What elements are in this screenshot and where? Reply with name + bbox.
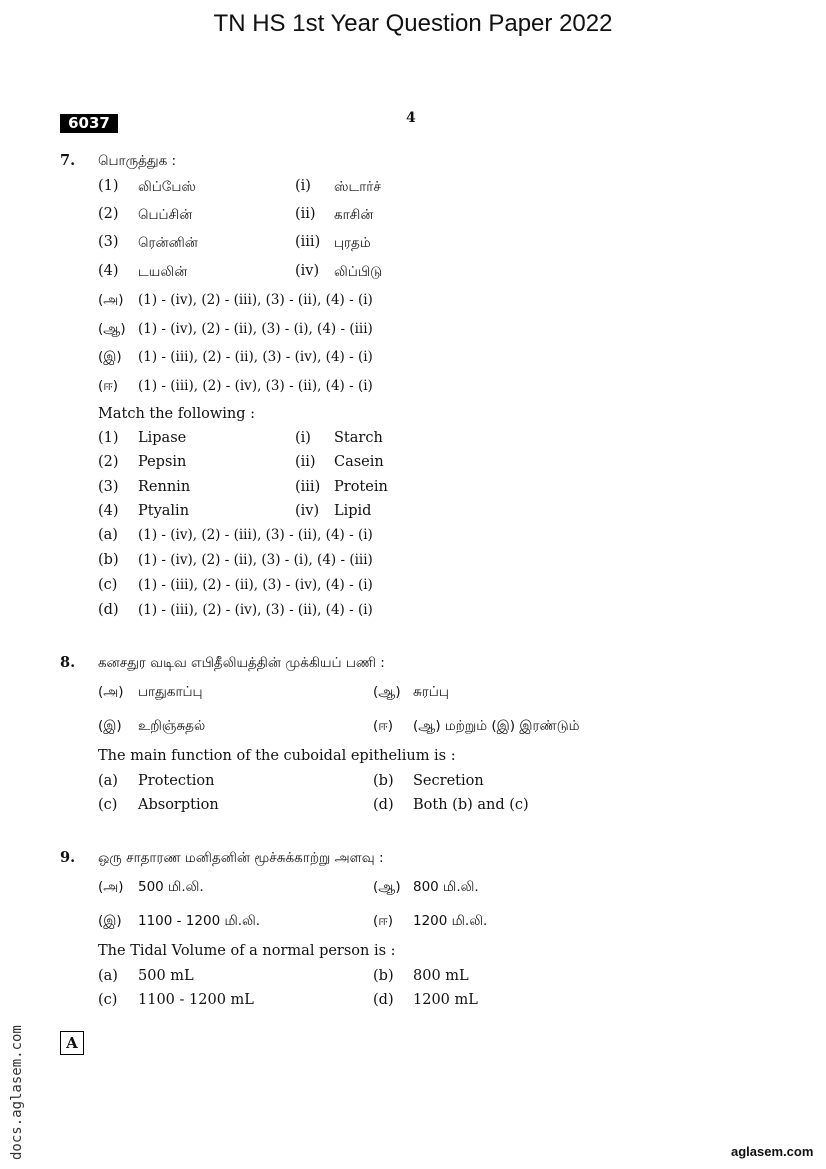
option-label: (b) [98,552,119,568]
question-prompt-tamil: பொருத்துக : [98,153,177,169]
option-text: Absorption [138,797,219,813]
option-label: (c) [98,797,118,813]
option-label: (இ) [98,718,122,734]
option-label: (b) [373,773,394,789]
option-text: 800 mL [413,968,469,984]
paper-code-badge: 6037 [60,114,118,133]
page-number: 4 [406,110,416,126]
option-label: (d) [98,602,119,618]
option-text: (1) - (iv), (2) - (ii), (3) - (i), (4) - (iii) [138,552,373,568]
option-text: உறிஞ்சுதல் [138,718,206,734]
option-text: சுரப்பு [413,684,449,700]
match-right-item: Starch [334,430,383,446]
match-left-number: (1) [98,178,119,194]
option-label: (அ) [98,292,124,308]
match-right-item: ஸ்டார்ச் [334,179,381,195]
option-text: Secretion [413,773,484,789]
match-right-item: Protein [334,479,388,495]
option-label: (d) [373,992,394,1008]
option-text: (ஆ) மற்றும் (இ) இரண்டும் [413,718,580,734]
question-prompt-tamil: ஒரு சாதாரண மனிதனின் மூச்சுக்காற்று அளவு : [98,850,384,866]
option-label: (ஈ) [373,913,394,929]
option-text: 1100 - 1200 mL [138,992,254,1008]
option-label: (a) [98,968,118,984]
option-text: (1) - (iii), (2) - (iv), (3) - (ii), (4) - (i) [138,602,373,618]
match-left-item: Ptyalin [138,503,190,519]
match-right-number: (iv) [295,263,320,279]
option-text: பாதுகாப்பு [138,684,203,700]
match-right-item: காசின் [334,207,374,223]
match-left-item: டயலின் [138,264,188,280]
match-left-number: (1) [98,430,119,446]
match-right-item: புரதம் [334,235,371,251]
match-left-item: பெப்சின் [138,207,193,223]
question-number: 9. [60,849,76,866]
option-text: 1100 - 1200 மி.லி. [138,913,261,929]
match-right-item: Lipid [334,503,372,519]
option-text: 500 mL [138,968,194,984]
version-letter-box: A [60,1031,84,1055]
option-label: (c) [98,992,118,1008]
question-prompt-english: The Tidal Volume of a normal person is : [98,943,396,959]
option-label: (இ) [98,349,122,365]
option-label: (b) [373,968,394,984]
option-text: 1200 மி.லி. [413,913,488,929]
option-text: Protection [138,773,215,789]
option-label: (ஆ) [98,321,126,337]
match-left-number: (4) [98,503,119,519]
match-right-number: (i) [295,430,311,446]
footer-site-link[interactable]: aglasem.com [731,1144,814,1159]
option-label: (ஈ) [373,718,394,734]
question-prompt-english: Match the following : [98,406,256,422]
match-left-number: (2) [98,454,119,470]
match-right-number: (iv) [295,503,320,519]
page-title: TN HS 1st Year Question Paper 2022 [213,10,613,37]
match-left-item: Pepsin [138,454,187,470]
option-label: (அ) [98,879,124,895]
option-text: 800 மி.லி. [413,879,479,895]
question-prompt-english: The main function of the cuboidal epithelium is : [98,748,456,764]
option-label: (ஈ) [98,378,119,394]
match-right-number: (iii) [295,479,321,495]
question-number: 8. [60,654,76,671]
option-label: (a) [98,773,118,789]
match-left-item: Lipase [138,430,187,446]
option-text: 1200 mL [413,992,478,1008]
match-right-item: Casein [334,454,384,470]
option-text: 500 மி.லி. [138,879,204,895]
option-text: Both (b) and (c) [413,797,529,813]
option-label: (c) [98,577,118,593]
match-right-number: (i) [295,178,311,194]
option-text: (1) - (iv), (2) - (iii), (3) - (ii), (4) - (i) [138,292,373,308]
option-text: (1) - (iii), (2) - (ii), (3) - (iv), (4) - (i) [138,349,373,365]
option-label: (அ) [98,684,124,700]
option-text: (1) - (iii), (2) - (iv), (3) - (ii), (4) - (i) [138,378,373,394]
match-left-number: (3) [98,234,119,250]
match-right-item: லிப்பிடு [334,264,383,280]
option-text: (1) - (iv), (2) - (ii), (3) - (i), (4) - (iii) [138,321,373,337]
match-right-number: (ii) [295,454,316,470]
match-left-number: (4) [98,263,119,279]
option-label: (ஆ) [373,684,401,700]
question-prompt-tamil: கனசதுர வடிவ எபிதீலியத்தின் முக்கியப் பணி : [98,655,385,671]
match-left-number: (2) [98,206,119,222]
option-label: (ஆ) [373,879,401,895]
match-left-item: லிப்பேஸ் [138,179,196,195]
option-label: (a) [98,527,118,543]
option-text: (1) - (iii), (2) - (ii), (3) - (iv), (4) - (i) [138,577,373,593]
question-number: 7. [60,152,76,169]
match-right-number: (ii) [295,206,316,222]
match-right-number: (iii) [295,234,321,250]
option-label: (இ) [98,913,122,929]
match-left-item: Rennin [138,479,191,495]
watermark: docs.aglasem.com [9,1025,25,1160]
match-left-number: (3) [98,479,119,495]
option-label: (d) [373,797,394,813]
option-text: (1) - (iv), (2) - (iii), (3) - (ii), (4) - (i) [138,527,373,543]
match-left-item: ரென்னின் [138,235,198,251]
